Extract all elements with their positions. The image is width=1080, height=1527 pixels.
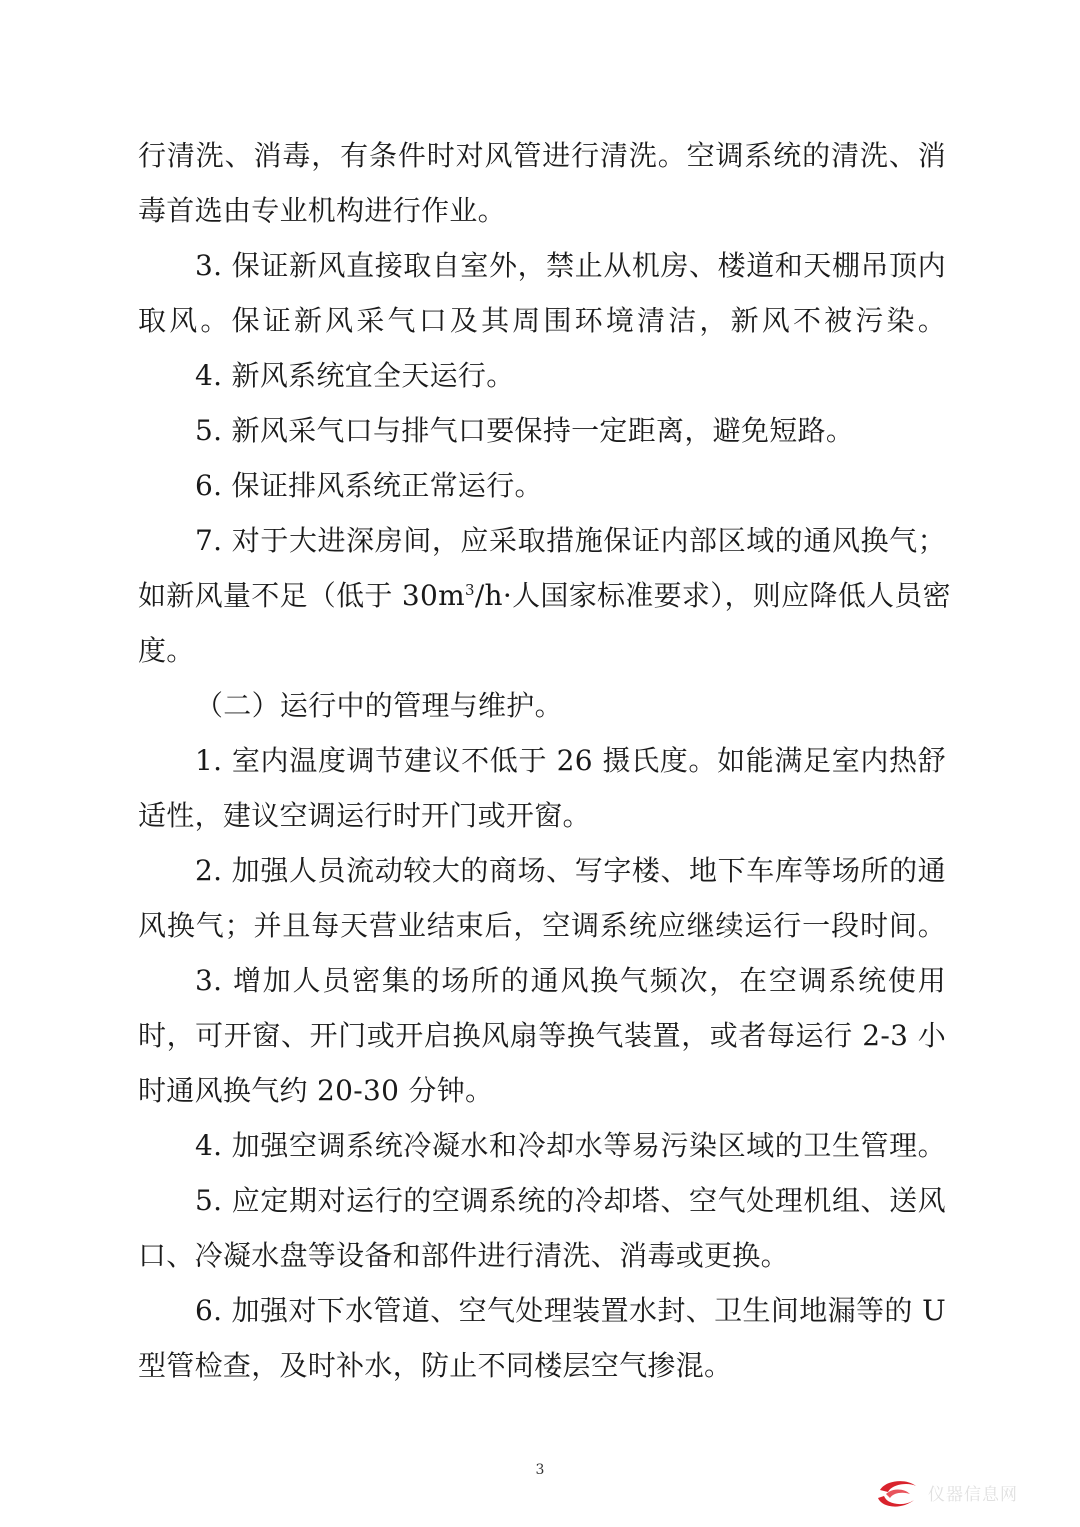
paragraph-line: 适性，建议空调运行时开门或开窗。 — [138, 799, 591, 832]
list-item-line: 3. 增加人员密集的场所的通风换气频次，在空调系统使用 — [195, 964, 946, 997]
list-item-line: 4. 加强空调系统冷凝水和冷却水等易污染区域的卫生管理。 — [195, 1129, 946, 1162]
paragraph-line: 毒首选由专业机构进行作业。 — [138, 194, 506, 227]
paragraph-line: 度。 — [138, 634, 195, 667]
paragraph-line: 取风。保证新风采气口及其周围环境清洁，新风不被污染。 — [138, 304, 946, 337]
watermark-text: 仪器信息网 — [928, 1485, 1018, 1505]
list-item-line: 5. 应定期对运行的空调系统的冷却塔、空气处理机组、送风 — [195, 1184, 946, 1217]
paragraph-line — [138, 568, 951, 623]
paragraph-line: 型管检查，及时补水，防止不同楼层空气掺混。 — [138, 1349, 733, 1382]
watermark — [872, 1472, 1072, 1512]
list-item-line: 6. 保证排风系统正常运行。 — [195, 469, 543, 502]
paragraph-line: 行清洗、消毒，有条件时对风管进行清洗。空调系统的清洗、消 — [138, 139, 946, 172]
text-segment: /h·人国家标准要求），则应降低人员密 — [474, 579, 951, 612]
list-item-line: 1. 室内温度调节建议不低于 26 摄氏度。如能满足室内热舒 — [195, 744, 946, 777]
list-item-line: 4. 新风系统宜全天运行。 — [195, 359, 515, 392]
paragraph-line: 时通风换气约 20-30 分钟。 — [138, 1074, 494, 1107]
text-segment: 如新风量不足（低于 30m — [138, 579, 465, 612]
list-item-line: 5. 新风采气口与排气口要保持一定距离，避免短路。 — [195, 414, 855, 447]
list-item-line: 7. 对于大进深房间，应采取措施保证内部区域的通风换气； — [195, 524, 946, 557]
paragraph-line: 时，可开窗、开门或开启换风扇等换气装置，或者每运行 2-3 小 — [138, 1019, 946, 1052]
section-heading: （二）运行中的管理与维护。 — [195, 689, 563, 722]
document-body — [138, 128, 951, 1393]
list-item-line: 3. 保证新风直接取自室外，禁止从机房、楼道和天棚吊顶内 — [195, 249, 946, 282]
paragraph-line: 风换气；并且每天营业结束后，空调系统应继续运行一段时间。 — [138, 909, 946, 942]
list-item-line: 2. 加强人员流动较大的商场、写字楼、地下车库等场所的通 — [195, 854, 946, 887]
list-item-line: 6. 加强对下水管道、空气处理装置水封、卫生间地漏等的 U — [195, 1294, 946, 1327]
paragraph-line: 口、冷凝水盘等设备和部件进行清洗、消毒或更换。 — [138, 1239, 789, 1272]
watermark-logo-icon — [872, 1472, 920, 1512]
superscript: 3 — [464, 581, 475, 599]
page-number: 3 — [535, 1462, 545, 1478]
